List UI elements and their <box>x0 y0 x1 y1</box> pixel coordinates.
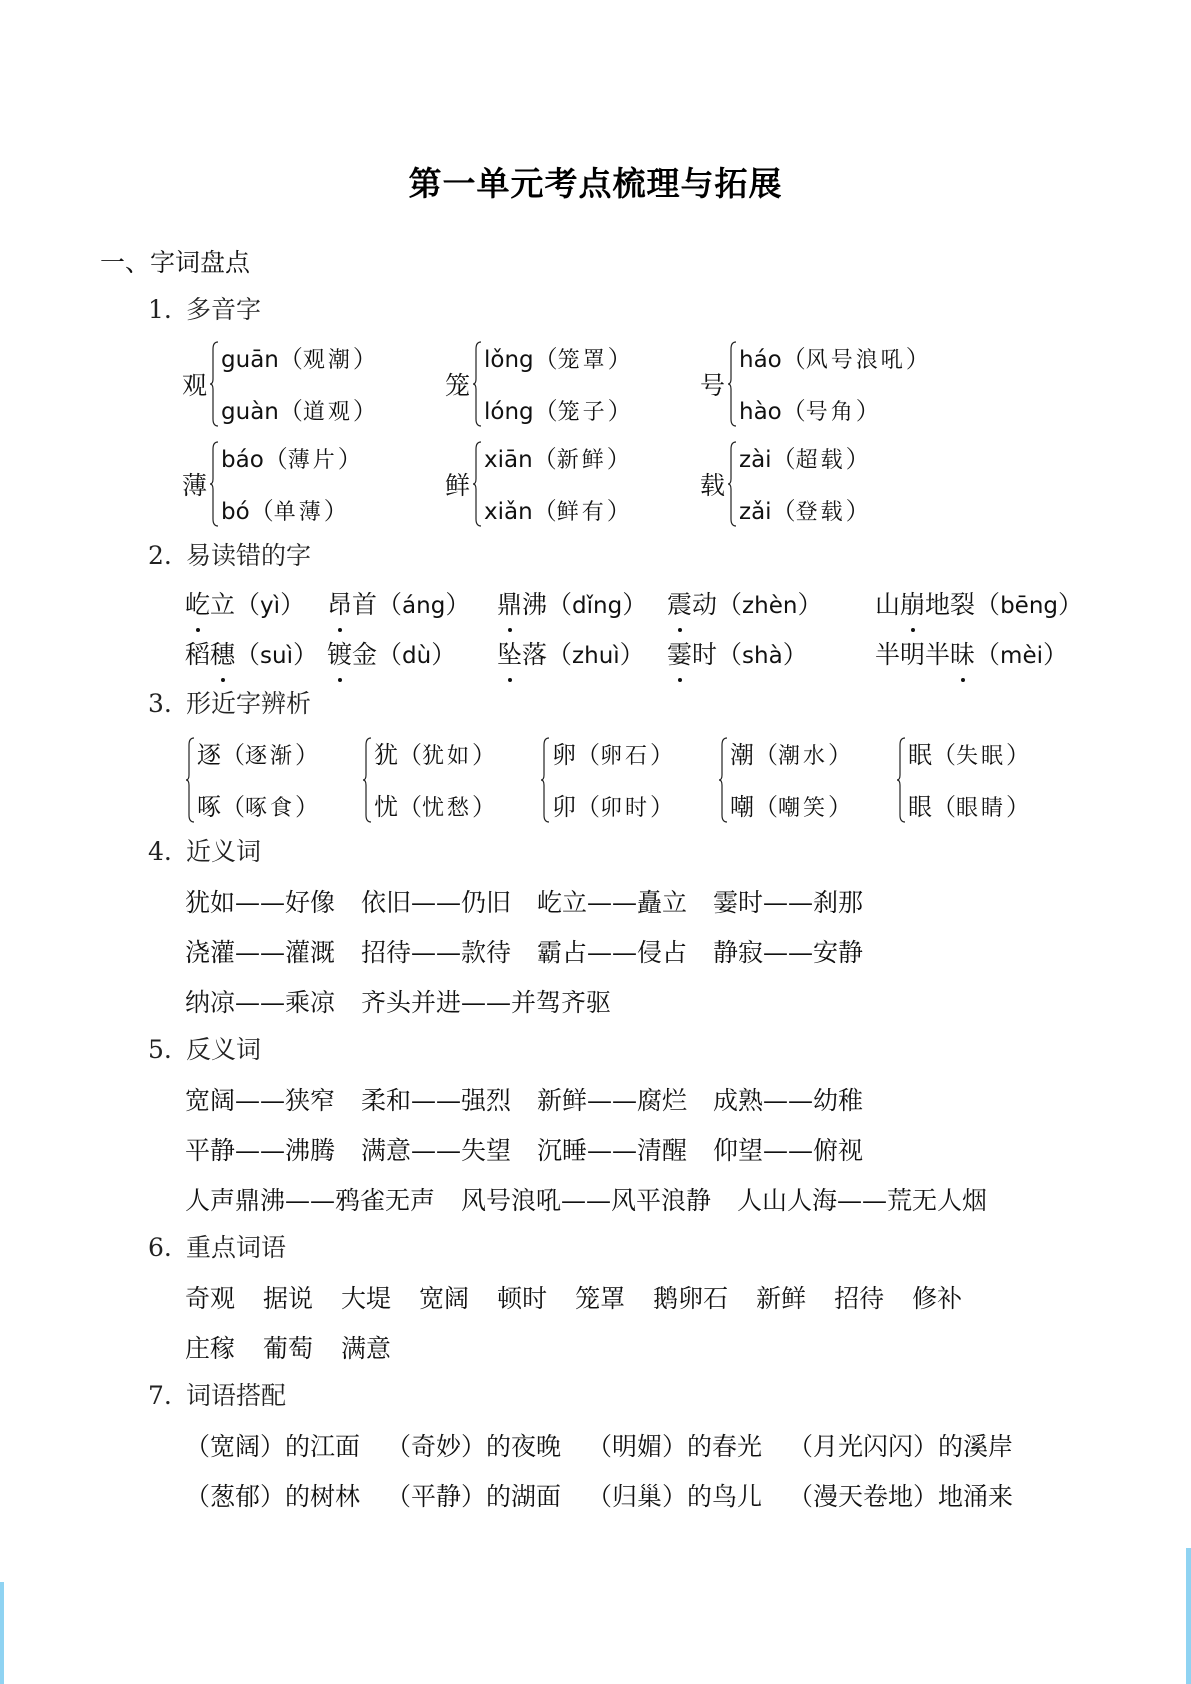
collocation-item: （葱郁）的树林 <box>185 1482 361 1511</box>
brace-icon <box>718 737 728 823</box>
similar-char-lines <box>908 730 1030 830</box>
word-part: 时 <box>692 640 718 669</box>
subheading-polyphones <box>148 290 261 326</box>
misread-item: 霎时（shà） <box>667 630 808 681</box>
subheading-number: 7. <box>148 1381 172 1410</box>
similar-char-item: 卵（卵石） <box>552 741 675 769</box>
key-word-item: 宽阔 <box>419 1284 470 1313</box>
example-word: 新鲜 <box>556 448 607 473</box>
pinyin: guān <box>221 347 279 373</box>
similar-char-lines <box>552 730 674 830</box>
subheading-collocations <box>148 1376 286 1412</box>
page-title: 第一单元考点梳理与拓展 <box>408 164 783 203</box>
pinyin: báo <box>221 447 264 473</box>
pinyin: zǎi <box>739 499 772 525</box>
collocation-item: （奇妙）的夜晚 <box>386 1432 562 1461</box>
example-word: 单薄 <box>273 500 324 525</box>
polyphone-group <box>182 434 362 534</box>
key-word-item: 满意 <box>341 1334 392 1363</box>
subheading-antonyms <box>148 1030 261 1066</box>
antonym-row <box>185 1176 1013 1226</box>
pinyin: dù <box>402 643 432 669</box>
pinyin: zhuì <box>572 643 620 669</box>
polyphone-char: 载 <box>700 471 726 500</box>
brace-icon <box>209 341 219 427</box>
subheading-label: 易读错的字 <box>186 541 312 570</box>
polyphone-group <box>445 434 631 534</box>
synonym-item: 依旧——仍旧 <box>361 888 512 917</box>
similar-char-lines <box>197 730 319 830</box>
antonym-item: 沉睡——清醒 <box>537 1136 688 1165</box>
polyphone-reading: báo（薄片） <box>221 445 362 473</box>
example-word: 道观 <box>302 400 353 425</box>
misread-item: 半明半昧（mèi） <box>875 630 1068 681</box>
polyphone-char: 笼 <box>445 371 471 400</box>
antonym-item: 宽阔——狭窄 <box>185 1086 336 1115</box>
synonym-item: 屹立——矗立 <box>537 888 688 917</box>
emphasized-char: 鼎 <box>497 580 522 630</box>
key-word-row <box>185 1324 419 1374</box>
polyphone-reading: xiǎn（鲜有） <box>484 497 631 525</box>
antonym-item: 风号浪吼——风平浪静 <box>461 1186 712 1215</box>
synonym-row <box>185 878 889 928</box>
synonym-item: 齐头并进——并驾齐驱 <box>361 988 612 1017</box>
brace-icon <box>209 441 219 527</box>
antonym-item: 满意——失望 <box>361 1136 512 1165</box>
pinyin: shà <box>742 643 783 669</box>
key-word-item: 奇观 <box>185 1284 236 1313</box>
pinyin: hào <box>739 399 782 425</box>
example-word: 嘲笑 <box>778 796 829 821</box>
synonym-item: 招待——款待 <box>361 938 512 967</box>
subheading-number: 2. <box>148 541 172 570</box>
word-part: 沸 <box>522 590 548 619</box>
key-word-row <box>185 1274 990 1324</box>
subheading-label: 反义词 <box>186 1035 262 1064</box>
example-word: 眼睛 <box>956 796 1007 821</box>
subheading-number: 6. <box>148 1233 172 1262</box>
pinyin: lóng <box>484 399 534 425</box>
polyphone-reading: zài（超载） <box>739 445 870 473</box>
subheading-label: 多音字 <box>186 295 262 324</box>
subheading-number: 3. <box>148 689 172 718</box>
synonym-item: 静寂——安静 <box>713 938 864 967</box>
antonym-item: 成熟——幼稚 <box>713 1086 864 1115</box>
example-word: 卯时 <box>600 796 651 821</box>
similar-char: 卵 <box>552 741 576 769</box>
antonym-item: 仰望——俯视 <box>713 1136 864 1165</box>
brace-icon <box>185 737 195 823</box>
similar-char: 逐 <box>197 741 221 769</box>
key-word-item: 鹅卵石 <box>653 1284 729 1313</box>
similar-char-lines <box>374 730 496 830</box>
misread-item: 屹立（yì） <box>185 580 305 631</box>
synonym-item: 纳凉——乘凉 <box>185 988 336 1017</box>
antonym-row <box>185 1076 889 1126</box>
polyphone-group <box>445 334 632 434</box>
similar-char-item: 犹（犹如） <box>374 741 497 769</box>
emphasized-char: 昂 <box>327 580 352 630</box>
example-word: 薄片 <box>287 448 338 473</box>
similar-char: 犹 <box>374 741 398 769</box>
word-part: 地裂 <box>925 590 976 619</box>
brace-icon <box>362 737 372 823</box>
pinyin: zài <box>739 447 772 473</box>
synonym-item: 霸占——侵占 <box>537 938 688 967</box>
pinyin: yì <box>260 593 281 619</box>
collocation-item: （明媚）的春光 <box>587 1432 763 1461</box>
word-part: 首 <box>352 590 378 619</box>
emphasized-char: 霎 <box>667 630 692 680</box>
collocation-row <box>185 1472 1039 1522</box>
similar-char: 眠 <box>908 741 932 769</box>
key-word-item: 庄稼 <box>185 1334 236 1363</box>
example-word: 逐渐 <box>245 744 296 769</box>
subheading-label: 形近字辨析 <box>186 689 312 718</box>
similar-char-group <box>185 730 319 830</box>
example-word: 犹如 <box>422 744 473 769</box>
synonym-row <box>185 928 889 978</box>
example-word: 风号浪吼 <box>805 348 906 373</box>
pinyin: guàn <box>221 399 279 425</box>
pinyin: xiān <box>484 447 533 473</box>
polyphone-group <box>700 334 930 434</box>
collocation-item: （月光闪闪）的溪岸 <box>788 1432 1014 1461</box>
polyphone-reading: lóng（笼子） <box>484 397 632 425</box>
similar-char-item: 嘲（嘲笑） <box>730 793 853 821</box>
key-word-item: 新鲜 <box>756 1284 807 1313</box>
key-word-item: 修补 <box>912 1284 963 1313</box>
misread-item: 震动（zhèn） <box>667 580 822 631</box>
similar-char-group <box>540 730 674 830</box>
polyphone-reading: guàn（道观） <box>221 397 377 425</box>
brace-icon <box>896 737 906 823</box>
example-word: 鲜有 <box>556 500 607 525</box>
key-word-item: 大堤 <box>341 1284 392 1313</box>
collocation-item: （平静）的湖面 <box>386 1482 562 1511</box>
collocation-item: （漫天卷地）地涌来 <box>788 1482 1014 1511</box>
pinyin: dǐng <box>572 593 623 619</box>
brace-icon <box>540 737 550 823</box>
brace-icon <box>727 441 737 527</box>
subheading-key-words <box>148 1228 286 1264</box>
subheading-label: 近义词 <box>186 837 262 866</box>
antonym-item: 新鲜——腐烂 <box>537 1086 688 1115</box>
synonym-item: 浇灌——灌溉 <box>185 938 336 967</box>
example-word: 超载 <box>795 448 846 473</box>
similar-char-item: 潮（潮水） <box>730 741 853 769</box>
polyphone-readings <box>221 434 362 534</box>
similar-char-group <box>896 730 1030 830</box>
example-word: 观潮 <box>302 348 353 373</box>
misread-item: 稻穗（suì） <box>185 630 318 681</box>
similar-char: 卯 <box>552 793 576 821</box>
emphasized-char: 镀 <box>327 630 352 680</box>
example-word: 笼罩 <box>557 348 608 373</box>
similar-char: 啄 <box>197 793 221 821</box>
collocation-item: （宽阔）的江面 <box>185 1432 361 1461</box>
pinyin: suì <box>260 643 293 669</box>
similar-char-lines <box>730 730 852 830</box>
synonym-item: 犹如——好像 <box>185 888 336 917</box>
key-word-item: 葡萄 <box>263 1334 314 1363</box>
similar-char: 眼 <box>908 793 932 821</box>
polyphone-readings <box>739 334 930 434</box>
polyphone-reading: bó（单薄） <box>221 497 348 525</box>
subheading-number: 1. <box>148 295 172 324</box>
similar-char-item: 眼（眼睛） <box>908 793 1031 821</box>
subheading-misread <box>148 536 311 572</box>
example-word: 登载 <box>795 500 846 525</box>
polyphone-reading: guān（观潮） <box>221 345 377 373</box>
misread-item: 坠落（zhuì） <box>497 630 645 681</box>
similar-char-item: 卯（卯时） <box>552 793 675 821</box>
emphasized-char: 崩 <box>900 580 925 630</box>
similar-char-group <box>362 730 496 830</box>
example-word: 忧愁 <box>422 796 473 821</box>
antonym-item: 柔和——强烈 <box>361 1086 512 1115</box>
synonym-row <box>185 978 637 1028</box>
page-edge-strip-left <box>0 1582 4 1684</box>
pinyin: xiǎn <box>484 499 533 525</box>
section-heading: 一、字词盘点 <box>100 248 251 277</box>
polyphone-char: 薄 <box>182 471 208 500</box>
pinyin: zhèn <box>742 593 798 619</box>
subheading-label: 重点词语 <box>186 1233 287 1262</box>
similar-char: 忧 <box>374 793 398 821</box>
similar-char-item: 逐（逐渐） <box>197 741 320 769</box>
polyphone-group <box>700 434 870 534</box>
pinyin: bēng <box>1000 593 1058 619</box>
polyphone-reading: lǒng（笼罩） <box>484 345 632 373</box>
polyphone-reading: zǎi（登载） <box>739 497 870 525</box>
similar-char-item: 忧（忧愁） <box>374 793 497 821</box>
similar-char: 潮 <box>730 741 754 769</box>
synonym-item: 霎时——刹那 <box>713 888 864 917</box>
polyphone-readings <box>484 434 631 534</box>
brace-icon <box>727 341 737 427</box>
collocation-row <box>185 1422 1039 1472</box>
similar-char: 嘲 <box>730 793 754 821</box>
example-word: 失眠 <box>956 744 1007 769</box>
subheading-number: 5. <box>148 1035 172 1064</box>
misread-item: 镀金（dù） <box>327 630 456 681</box>
page-edge-strip-right <box>1186 1548 1191 1684</box>
word-part: 金 <box>352 640 378 669</box>
subheading-label: 词语搭配 <box>186 1381 287 1410</box>
pinyin: mèi <box>1000 643 1043 669</box>
polyphone-char: 观 <box>182 371 208 400</box>
misread-item: 鼎沸（dǐng） <box>497 580 647 631</box>
emphasized-char: 坠 <box>497 630 522 680</box>
subheading-similar-chars <box>148 684 311 720</box>
misread-item: 山崩地裂（bēng） <box>875 580 1083 631</box>
pinyin: háo <box>739 347 782 373</box>
polyphone-char: 号 <box>700 371 726 400</box>
example-word: 号角 <box>805 400 856 425</box>
antonym-row <box>185 1126 889 1176</box>
word-part: 立 <box>210 590 236 619</box>
emphasized-char: 屹 <box>185 580 210 630</box>
emphasized-char: 穗 <box>210 630 235 680</box>
polyphone-char: 鲜 <box>445 471 471 500</box>
word-part: 落 <box>522 640 548 669</box>
word-part: 动 <box>692 590 718 619</box>
antonym-item: 人山人海——荒无人烟 <box>737 1186 988 1215</box>
polyphone-readings <box>739 434 870 534</box>
similar-char-group <box>718 730 852 830</box>
similar-char-item: 眠（失眠） <box>908 741 1031 769</box>
polyphone-readings <box>484 334 632 434</box>
word-part: 稻 <box>185 640 211 669</box>
polyphone-reading: háo（风号浪吼） <box>739 345 930 373</box>
example-word: 笼子 <box>557 400 608 425</box>
similar-char-item: 啄（啄食） <box>197 793 320 821</box>
misread-item: 昂首（áng） <box>327 580 470 631</box>
emphasized-char: 昧 <box>950 630 975 680</box>
antonym-item: 平静——沸腾 <box>185 1136 336 1165</box>
pinyin: áng <box>402 593 446 619</box>
polyphone-reading: xiān（新鲜） <box>484 445 631 473</box>
antonym-item: 人声鼎沸——鸦雀无声 <box>185 1186 436 1215</box>
key-word-item: 招待 <box>834 1284 885 1313</box>
word-part: 半明半 <box>875 640 951 669</box>
word-part: 山 <box>875 590 901 619</box>
example-word: 啄食 <box>245 796 296 821</box>
subheading-number: 4. <box>148 837 172 866</box>
emphasized-char: 震 <box>667 580 692 630</box>
collocation-item: （归巢）的鸟儿 <box>587 1482 763 1511</box>
example-word: 卵石 <box>600 744 651 769</box>
key-word-item: 顿时 <box>497 1284 548 1313</box>
pinyin: bó <box>221 499 250 525</box>
key-word-item: 据说 <box>263 1284 314 1313</box>
pinyin: lǒng <box>484 347 534 373</box>
polyphone-readings <box>221 334 377 434</box>
polyphone-reading: hào（号角） <box>739 397 880 425</box>
brace-icon <box>472 341 482 427</box>
brace-icon <box>472 441 482 527</box>
example-word: 潮水 <box>778 744 829 769</box>
subheading-synonyms <box>148 832 261 868</box>
key-word-item: 笼罩 <box>575 1284 626 1313</box>
polyphone-group <box>182 334 377 434</box>
